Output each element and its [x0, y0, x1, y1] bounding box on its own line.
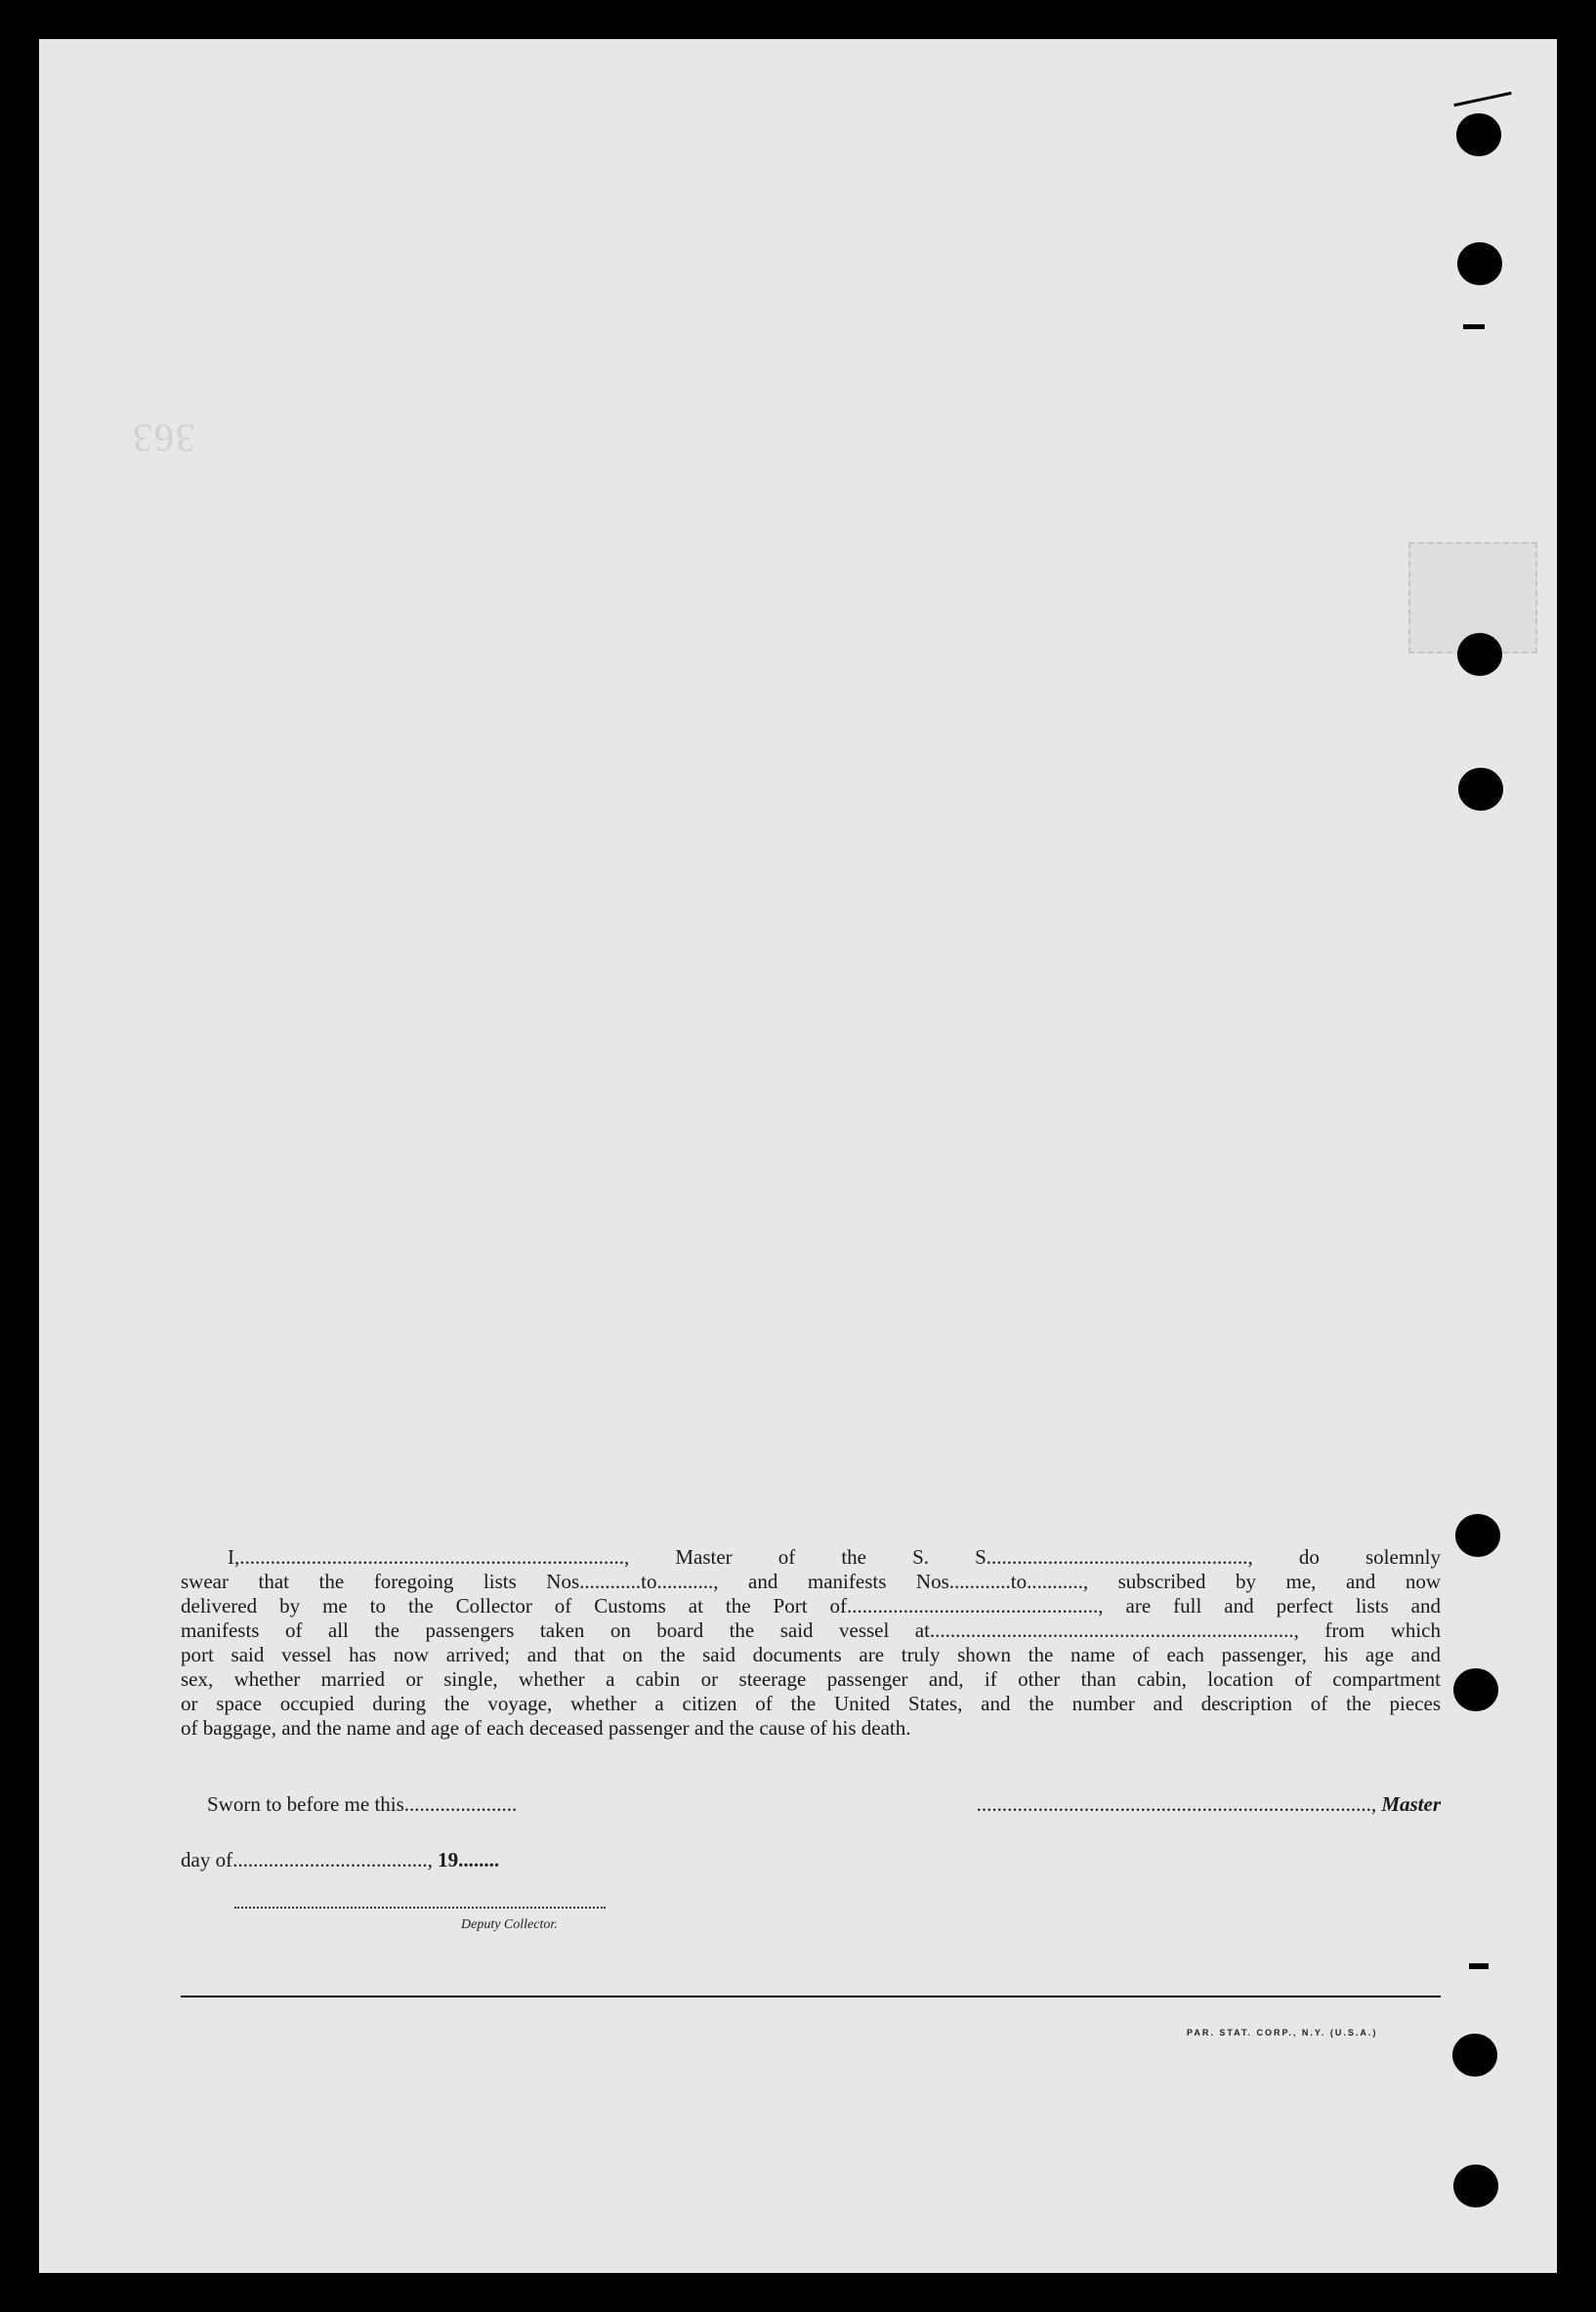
- day-of-line: [181, 1848, 499, 1872]
- master-signature-line: [918, 1792, 1441, 1817]
- deputy-signature-dots: [234, 1907, 606, 1911]
- oath-line: swear that the foregoing lists Nos............to..........., and manifests Nos............to..........., subscribed by me, and now: [181, 1570, 1441, 1593]
- oath-line: delivered by me to the Collector of Customs at the Port of................................................., are full and perfect lists and: [181, 1594, 1441, 1618]
- punch-hole: [1452, 2034, 1497, 2077]
- punch-hole: [1457, 633, 1502, 676]
- oath-line: I,..........................................................................., Master of the S. S..................................................., do solemnly: [228, 1545, 1441, 1569]
- document-page: [39, 39, 1557, 2273]
- oath-line: of baggage, and the name and age of each deceased passenger and the cause of his death.: [181, 1716, 911, 1740]
- year-text: 19........: [438, 1848, 500, 1871]
- punch-hole: [1456, 113, 1501, 156]
- punch-hole: [1458, 768, 1503, 811]
- printer-imprint: PAR. STAT. CORP., N.Y. (U.S.A.): [1187, 2028, 1378, 2038]
- master-label: Master: [1381, 1792, 1441, 1816]
- oath-paragraph: [181, 1545, 1441, 1741]
- oath-line: port said vessel has now arrived; and that on the said documents are truly shown the name of each passenger, his age and: [181, 1643, 1441, 1666]
- pen-mark: [1469, 1963, 1489, 1969]
- sworn-line: Sworn to before me this......................: [207, 1792, 518, 1816]
- punch-hole: [1453, 1668, 1498, 1711]
- pen-mark: [1463, 324, 1485, 329]
- faint-page-number: 363: [131, 416, 195, 460]
- oath-line: manifests of all the passengers taken on board the said vessel at......................................................................., from which: [181, 1618, 1441, 1642]
- footer-rule: [181, 1996, 1441, 1997]
- punch-hole: [1457, 242, 1502, 285]
- oath-line: or space occupied during the voyage, whether a citizen of the United States, and the number and description of the pieces: [181, 1692, 1441, 1715]
- punch-hole: [1453, 2165, 1498, 2207]
- oath-line: sex, whether married or single, whether a cabin or steerage passenger and, if other than cabin, location of compartment: [181, 1667, 1441, 1691]
- punch-hole: [1455, 1514, 1500, 1557]
- deputy-collector-label: Deputy Collector.: [461, 1917, 558, 1932]
- day-of-text: day of......................................,: [181, 1848, 433, 1871]
- master-dots: .............................................................................,: [976, 1792, 1377, 1816]
- pen-mark: [1453, 92, 1511, 106]
